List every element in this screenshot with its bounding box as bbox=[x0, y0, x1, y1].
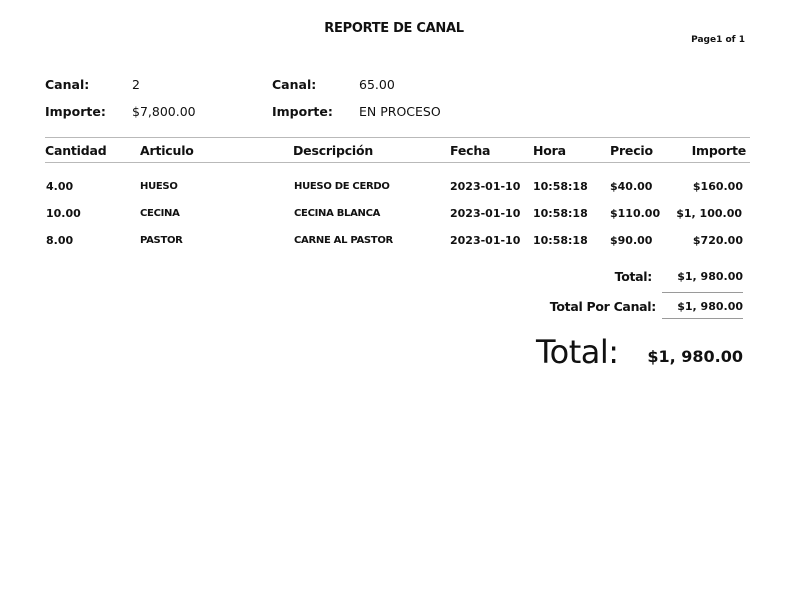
meta-status-value: EN PROCESO bbox=[359, 104, 441, 119]
cell-hora: 10:58:18 bbox=[533, 234, 588, 247]
meta-importe-label-2: Importe: bbox=[272, 104, 333, 119]
meta-canal-value: 2 bbox=[132, 77, 140, 92]
cell-fecha: 2023-01-10 bbox=[450, 180, 521, 193]
cell-fecha: 2023-01-10 bbox=[450, 207, 521, 220]
cell-importe: $160.00 bbox=[692, 180, 743, 193]
cell-importe: $720.00 bbox=[692, 234, 743, 247]
cell-hora: 10:58:18 bbox=[533, 207, 588, 220]
meta-canal-label-2: Canal: bbox=[272, 77, 317, 92]
channel-total-label: Total Por Canal: bbox=[549, 299, 656, 314]
table-top-rule bbox=[45, 137, 750, 138]
cell-fecha: 2023-01-10 bbox=[450, 234, 521, 247]
channel-total-value: $1, 980.00 bbox=[677, 300, 743, 313]
cell-descripcion: HUESO DE CERDO bbox=[294, 181, 390, 192]
cell-descripcion: CECINA BLANCA bbox=[294, 208, 381, 219]
header-articulo: Articulo bbox=[140, 143, 194, 158]
cell-descripcion: CARNE AL PASTOR bbox=[294, 235, 393, 246]
header-descripcion: Descripción bbox=[293, 143, 374, 158]
channel-total-rule bbox=[662, 318, 743, 319]
header-cantidad: Cantidad bbox=[45, 143, 107, 158]
cell-cantidad: 8.00 bbox=[46, 234, 74, 247]
report-title: REPORTE DE CANAL bbox=[324, 21, 464, 36]
cell-precio: $90.00 bbox=[610, 234, 653, 247]
header-fecha: Fecha bbox=[450, 143, 491, 158]
cell-articulo: PASTOR bbox=[140, 235, 183, 246]
cell-cantidad: 10.00 bbox=[46, 207, 81, 220]
cell-precio: $40.00 bbox=[610, 180, 653, 193]
page-number: Page1 of 1 bbox=[691, 35, 745, 45]
table-header-rule bbox=[45, 162, 750, 163]
header-precio: Precio bbox=[610, 143, 653, 158]
meta-canal-label: Canal: bbox=[45, 77, 90, 92]
cell-hora: 10:58:18 bbox=[533, 180, 588, 193]
cell-articulo: HUESO bbox=[140, 181, 178, 192]
meta-importe-value: $7,800.00 bbox=[132, 104, 196, 119]
header-importe: Importe bbox=[691, 143, 746, 158]
cell-importe: $1, 100.00 bbox=[676, 207, 742, 220]
meta-canal-value-2: 65.00 bbox=[359, 77, 395, 92]
meta-importe-label: Importe: bbox=[45, 104, 106, 119]
cell-cantidad: 4.00 bbox=[46, 180, 74, 193]
subtotal-label: Total: bbox=[614, 269, 652, 284]
subtotal-value: $1, 980.00 bbox=[677, 270, 743, 283]
cell-precio: $110.00 bbox=[610, 207, 661, 220]
header-hora: Hora bbox=[533, 143, 566, 158]
grand-total-label: Total: bbox=[536, 333, 619, 371]
grand-total-value: $1, 980.00 bbox=[647, 347, 743, 366]
cell-articulo: CECINA bbox=[140, 208, 180, 219]
subtotal-rule bbox=[662, 292, 743, 293]
